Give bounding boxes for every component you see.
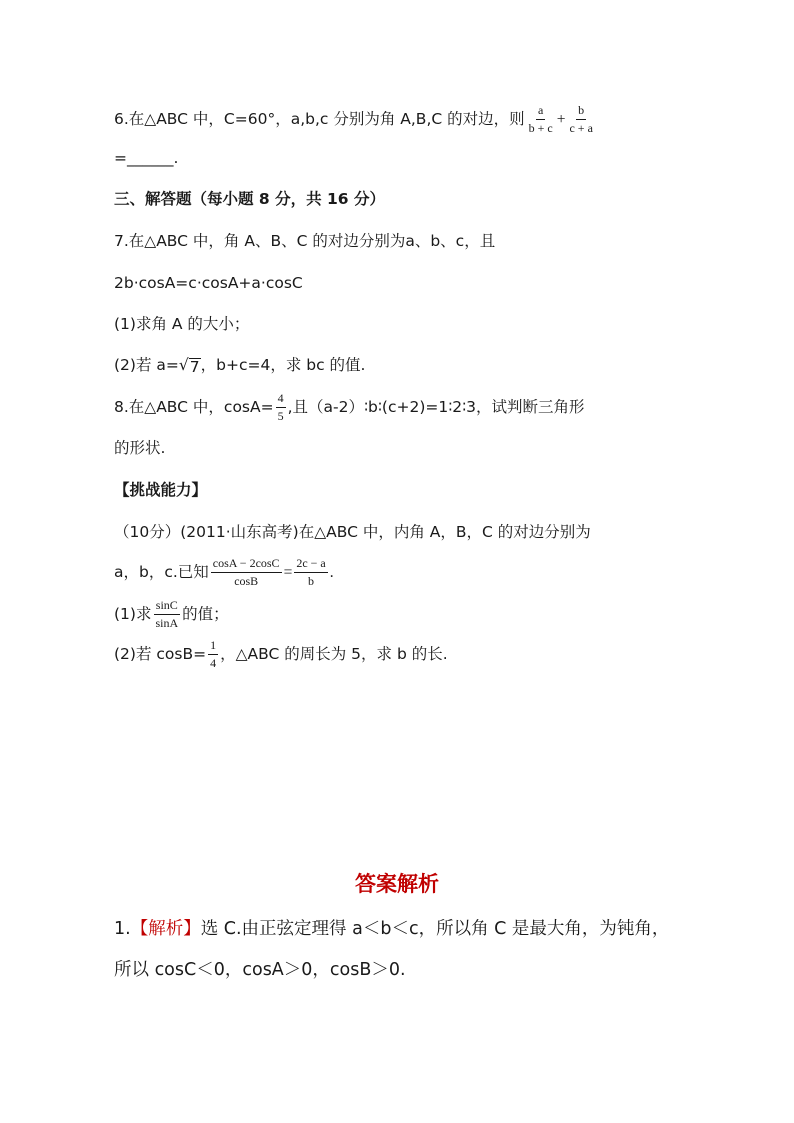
- challenge-part1: [114, 598, 229, 631]
- challenge-line2: [114, 556, 334, 589]
- challenge-part2-den: 4: [210, 656, 217, 670]
- answer-1-line2: 所以 cosC＜0，cosA＞0，cosB＞0.: [114, 960, 406, 980]
- q6-line: [114, 103, 597, 136]
- q6-frac1-num: a: [536, 103, 545, 120]
- challenge-frac1-den: cosB: [234, 574, 259, 588]
- q7-sqrt-radicand: 7: [189, 358, 200, 376]
- q8-line1: [114, 391, 585, 424]
- challenge-part2-post: ，△ABC 的周长为 5，求 b 的长.: [220, 645, 448, 663]
- q7-line2: 2b·cosA=c·cosA+a·cosC: [114, 274, 303, 292]
- answer-1-number: 1.: [114, 919, 131, 939]
- challenge-part1-num: sinC: [154, 598, 180, 615]
- challenge-eq: =: [283, 564, 293, 581]
- challenge-part1-fraction: [153, 598, 180, 631]
- answers-title: 答案解析: [355, 872, 439, 896]
- q8-post: ,且（a-2）∶b∶(c+2)=1∶2∶3，试判断三角形: [287, 398, 585, 416]
- challenge-frac2-num: 2c − a: [294, 556, 327, 573]
- q7-part1: (1)求角 A 的大小；: [114, 315, 250, 333]
- q7-part2: [114, 358, 365, 376]
- challenge-frac2-den: b: [308, 574, 315, 588]
- q6-fraction-2: [567, 103, 594, 136]
- q7-part2-post: ，b+c=4，求 bc 的值.: [200, 356, 366, 374]
- q6-frac1-den: b + c: [528, 121, 553, 135]
- challenge-part2-fraction: [208, 638, 218, 671]
- answer-1-line1: [114, 921, 669, 939]
- challenge-part1-post: 的值；: [182, 605, 229, 623]
- challenge-line1: （10分）(2011·山东高考)在△ABC 中，内角 A，B，C 的对边分别为: [114, 523, 591, 541]
- q6-frac2-den: c + a: [569, 121, 593, 135]
- answer-1-text: 选 C.由正弦定理得 a＜b＜c，所以角 C 是最大角，为钝角，: [200, 919, 670, 939]
- q6-fraction-1: [527, 103, 555, 136]
- challenge-part2: [114, 638, 448, 671]
- q7-part2-pre: (2)若 a=: [114, 356, 179, 374]
- q8-frac-den: 5: [277, 409, 284, 423]
- challenge-line2-post: .: [329, 564, 334, 581]
- q6-frac2-num: b: [576, 103, 586, 120]
- challenge-fraction-1: [211, 556, 282, 589]
- q7-line1: 7.在△ABC 中，角 A、B、C 的对边分别为a、b、c，且: [114, 232, 496, 250]
- challenge-fraction-2: [294, 556, 327, 589]
- sqrt-symbol: √ 7: [178, 356, 200, 376]
- q6-text: 6.在△ABC 中，C=60°，a,b,c 分别为角 A,B,C 的对边，则: [114, 110, 525, 128]
- q8-fraction: [276, 391, 286, 424]
- q6-blank: =______.: [114, 149, 179, 167]
- q8-line2: 的形状.: [114, 439, 166, 457]
- challenge-part1-den: sinA: [155, 616, 179, 630]
- challenge-title: 【挑战能力】: [114, 481, 208, 499]
- q8-pre: 8.在△ABC 中，cosA=: [114, 398, 274, 416]
- q6-plus: +: [556, 111, 566, 128]
- challenge-part1-pre: (1)求: [114, 605, 152, 623]
- challenge-part2-num: 1: [208, 638, 218, 655]
- section-3-title: 三、解答题（每小题 8 分，共 16 分）: [114, 190, 385, 208]
- answer-1-tag: 【解析】: [130, 919, 201, 939]
- challenge-frac1-num: cosA − 2cosC: [211, 556, 282, 573]
- q8-frac-num: 4: [276, 391, 286, 408]
- challenge-part2-pre: (2)若 cosB=: [114, 645, 207, 663]
- challenge-line2-pre: a，b，c.已知: [114, 563, 209, 581]
